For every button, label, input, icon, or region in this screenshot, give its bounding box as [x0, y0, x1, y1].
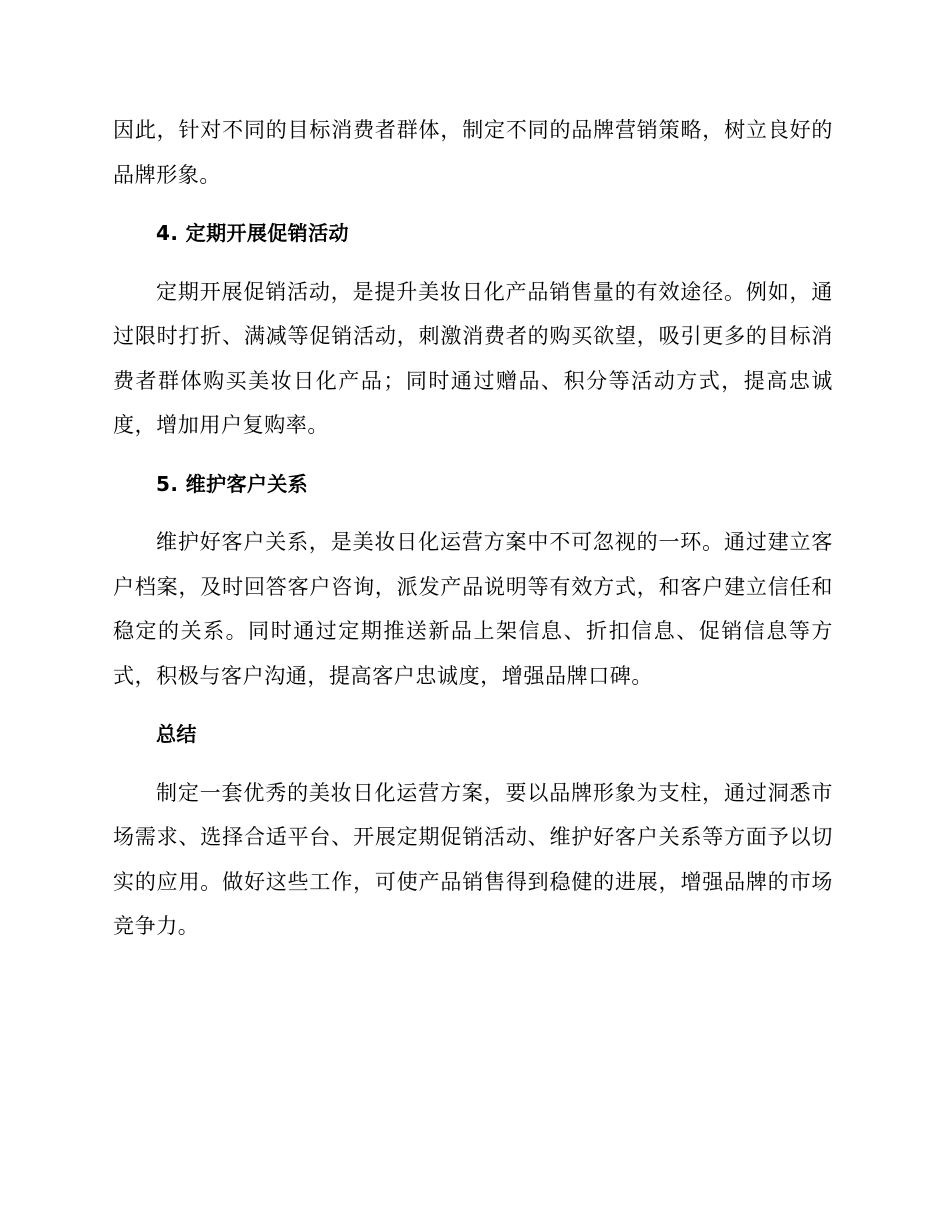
section-5-body: 维护好客户关系，是美妆日化运营方案中不可忽视的一环。通过建立客户档案，及时回答客户咨询，派发产品说明等有效方式，和客户建立信任和稳定的关系。同时通过定期推送新品上架信息、折扣信息、促销信息等方式，积极与客户沟通，提高客户忠诚度，增强品牌口碑。 [113, 530, 833, 688]
document-page [113, 108, 833, 949]
section-4-heading: 4. 定期开展促销活动 [156, 221, 349, 245]
section-5-heading: 5. 维护客户关系 [156, 471, 309, 496]
summary-heading: 总结 [156, 722, 197, 746]
intro-paragraph: 因此，针对不同的目标消费者群体，制定不同的品牌营销策略，树立良好的品牌形象。 [113, 118, 833, 187]
section-4-body: 定期开展促销活动，是提升美妆日化产品销售量的有效途径。例如，通过限时打折、满减等促销活动，刺激消费者的购买欲望，吸引更多的目标消费者群体购买美妆日化产品；同时通过赠品、积分等活动方式，提高忠诚度，增加用户复购率。 [113, 279, 833, 437]
summary-body: 制定一套优秀的美妆日化运营方案，要以品牌形象为支柱，通过洞悉市场需求、选择合适平台、开展定期促销活动、维护好客户关系等方面予以切实的应用。做好这些工作，可使产品销售得到稳健的进展，增强品牌的市场竞争力。 [113, 780, 833, 938]
